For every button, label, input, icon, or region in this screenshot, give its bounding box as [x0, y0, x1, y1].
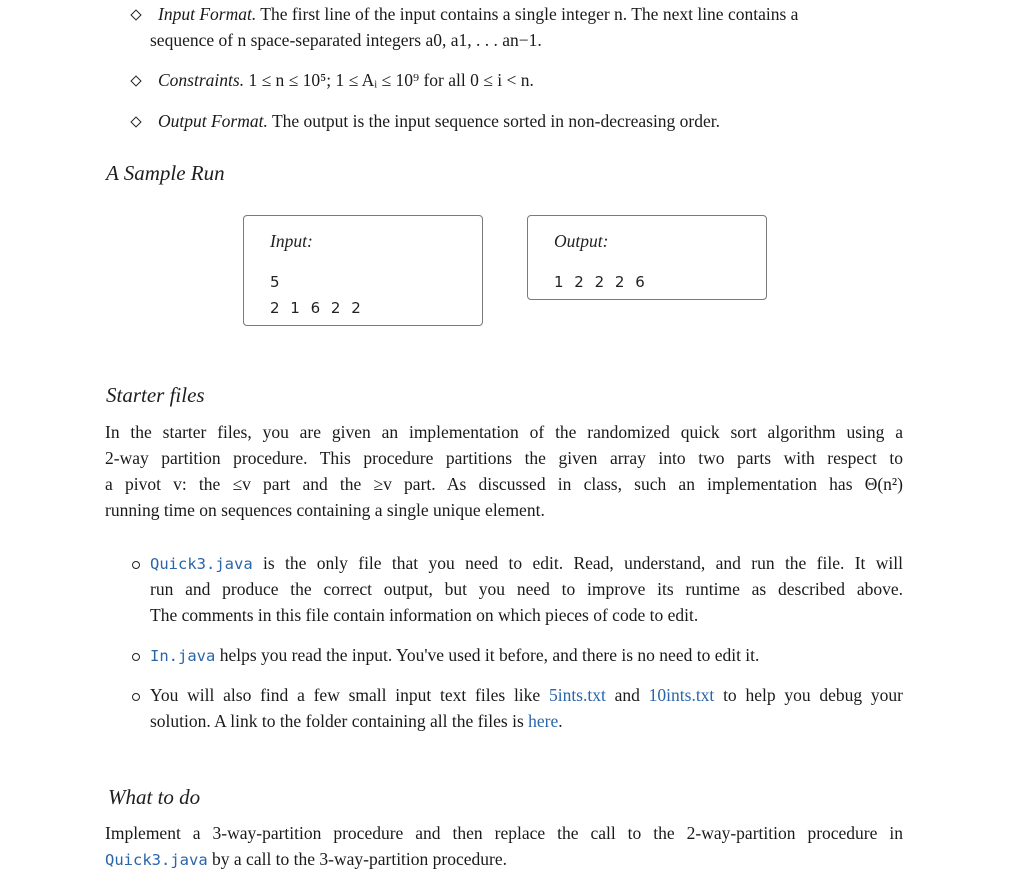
starter-item-quick3-line3: The comments in this file contain information on which pieces of code to edit. — [150, 605, 699, 625]
sample-run-heading: A Sample Run — [106, 161, 225, 185]
todo-line2: Quick3.java by a call to the 3-way-partition procedure. — [105, 849, 507, 869]
constraints-label: Constraints. — [158, 70, 245, 90]
sample-output-label: Output: — [554, 231, 609, 251]
circle-bullet-icon — [132, 561, 140, 569]
output-format-item — [158, 109, 720, 135]
starter-para-line1: In the starter files, you are given an implementation of the randomized quick sort algorithm using a — [105, 422, 903, 442]
starter-item-injava: In.java helps you read the input. You've used it before, and there is no need to edit it. — [150, 645, 760, 665]
output-format-text: The output is the input sequence sorted in non-decreasing order. — [271, 111, 721, 131]
input-format-label: Input Format. — [158, 4, 257, 24]
quick3-code: Quick3.java — [150, 555, 253, 573]
constraints-item — [158, 68, 534, 94]
input-format-line1: The first line of the input contains a single integer n. The next line contains a — [260, 4, 799, 24]
sample-input-values: 2 1 6 2 2 — [270, 299, 364, 317]
starter-item-quick3: Quick3.java is the only file that you need to edit. Read, understand, and run the file. It will — [150, 553, 903, 573]
link-5ints[interactable]: 5ints.txt — [548, 685, 606, 705]
todo-line1: Implement a 3-way-partition procedure and then replace the call to the 2-way-partition procedure in — [105, 823, 903, 843]
input-format-item — [158, 2, 918, 28]
starter-para-line3: a pivot v: the ≤v part and the ≥v part. As discussed in class, such an implementation has Θ(n²) — [105, 474, 903, 494]
diamond-bullet-icon — [130, 9, 141, 20]
starter-files-heading: Starter files — [106, 383, 205, 407]
sample-output-values: 1 2 2 2 6 — [554, 273, 648, 291]
sample-input-label: Input: — [270, 231, 313, 251]
circle-bullet-icon — [132, 693, 140, 701]
starter-item-quick3-line2: run and produce the correct output, but you need to improve its runtime as described above. — [150, 579, 903, 599]
sample-input-n: 5 — [270, 273, 283, 291]
todo-quick3-code: Quick3.java — [105, 851, 208, 869]
diamond-bullet-icon — [130, 75, 141, 86]
link-10ints[interactable]: 10ints.txt — [648, 685, 715, 705]
diamond-bullet-icon — [130, 116, 141, 127]
starter-para-line4: running time on sequences containing a single unique element. — [105, 500, 545, 520]
output-format-label: Output Format. — [158, 111, 268, 131]
input-format-line2: sequence of n space-separated integers a0, a1, . . . an−1. — [150, 30, 542, 50]
sample-input-box — [243, 215, 483, 326]
constraints-text: 1 ≤ n ≤ 10⁵; 1 ≤ Aᵢ ≤ 10⁹ for all 0 ≤ i < n. — [248, 70, 534, 90]
starter-item-files: You will also find a few small input text files like 5ints.txt and 10ints.txt to help you debug your — [150, 685, 903, 705]
circle-bullet-icon — [132, 653, 140, 661]
sample-output-box — [527, 215, 767, 300]
injava-code: In.java — [150, 647, 216, 665]
link-here[interactable]: here — [528, 711, 559, 731]
starter-para-line2: 2-way partition procedure. This procedure partitions the given array into two parts with respect to — [105, 448, 903, 468]
what-to-do-heading: What to do — [108, 785, 201, 809]
starter-item-files-line2: solution. A link to the folder containing all the files is here. — [150, 711, 563, 731]
